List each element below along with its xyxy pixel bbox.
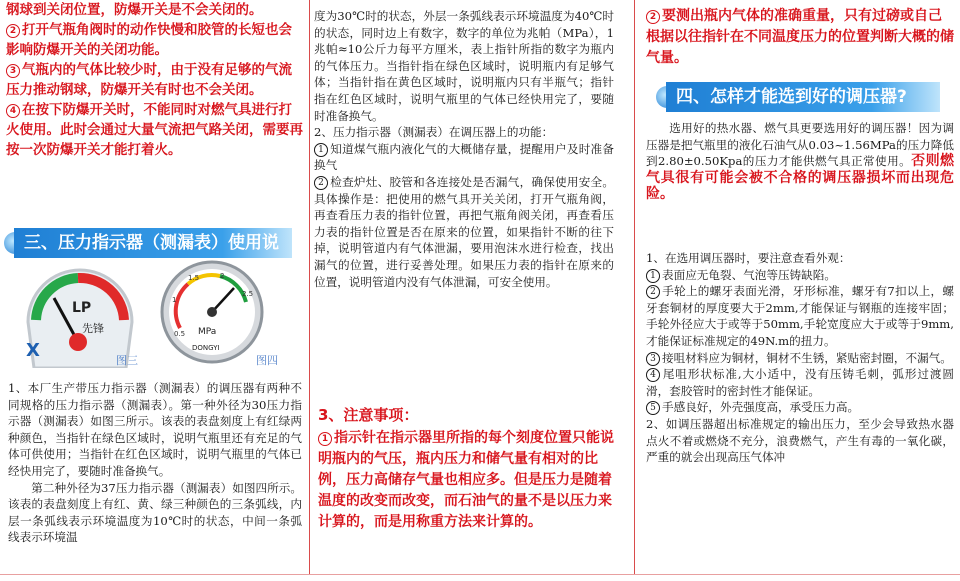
gauge-mpa-image: [158, 258, 266, 366]
bottom-rule: [0, 574, 960, 575]
section-banner-3: 三、压力指示器（测漏表）使用说明: [14, 228, 292, 258]
gauge4-unit-label: MPa: [198, 327, 217, 337]
red-note-2: 2 打开气瓶角阀时的动作快慢和胶管的长短也会影响防爆开关的关闭功能。: [6, 22, 292, 58]
gauge3-lp-label: LP: [72, 300, 92, 316]
column-divider-1: [309, 0, 310, 575]
red-note-4: 4 在按下防爆开关时，不能同时对燃气具进行打火使用。此时会通过大量气流把气路关闭，需要再按一次防爆开关才能打着火。: [6, 102, 303, 158]
check-item-0: 1、在选用调压器时，要注意查看外观：: [646, 251, 851, 265]
indicator-para-1: 1、本厂生产带压力指示器（测漏表）的调压器有两种不同规格的压力指示器（测漏表）。第一种外径为30压力指示器（测漏表）如图三所示。该表的表盘刻度上有红绿两种颜色，当指针在绿色区域时，说明气瓶里还有充足的气体可供使用；当指针在红色区域时，说明气瓶里的气体已经快用完了，要随时准备换气。: [8, 381, 302, 478]
gauge4-tick-2: 1.5: [188, 274, 200, 282]
red-note-0: 钢球到关闭位置，防爆开关是不会关闭的。: [6, 2, 263, 18]
svg-text:X: X: [26, 340, 40, 361]
indicator-function-text: [314, 8, 614, 290]
intro-text: 选用好的热水器、燃气具更要选用好的调压器！因为调压器是把气瓶里的液化石油气从0.03~1.56MPa的压力降低到2.80±0.50Kpa的压力才能供燃气具正常使用。否则燃气具很有可能会被不合格的调压器损坏而出现危险。: [646, 121, 955, 203]
explosion-proof-notes: [6, 0, 304, 160]
indicator-description: [8, 380, 302, 546]
check-item-1: 1 表面应无龟裂、气泡等压铸缺陷。: [646, 267, 954, 284]
check-item-6: 2、如调压器超出标准规定的输出压力，至少会导致热水器点火不着或燃烧不充分，浪费燃气，产生有毒的一氧化碳，严重的就会出现高压气体冲: [646, 416, 954, 465]
gauge4-tick-0: 0.5: [174, 330, 186, 338]
check-item-2: 2 手轮上的螺牙表面光滑，牙形标准，螺牙有7扣以上，螺牙套铜材的厚度要大于2mm,才能保证与钢瓶的连接牢固；手轮外径应大于或等于50mm,手轮宽度应大于或等于9mm,才能保证标准规定的49N.m的扭力。: [646, 284, 954, 348]
section-banner-4: 四、怎样才能选到好的调压器?: [666, 82, 940, 112]
mid-para-1: 2、压力指示器（测漏表）在调压器上的功能：: [314, 125, 554, 140]
gauge4-tick-3: 2: [220, 272, 225, 280]
mid-para-2: 1 知道煤气瓶内液化气的大概储存量，提醒用户及时准备换气: [314, 141, 614, 173]
notes-heading: 3、注意事项：: [318, 406, 419, 424]
regulator-intro: [646, 120, 954, 203]
red-note-3: 3 气瓶内的气体比较少时，由于没有足够的气流压力推动钢球，防爆开关有时也不会关闭。: [6, 62, 292, 98]
gauge4-tick-4: 2.5: [242, 290, 254, 298]
column-divider-2: [634, 0, 635, 575]
check-item-4: 4 尾咀形状标准,大小适中，没有压铸毛刺，弧形过渡圆滑，套胶管时的密封性才能保证。: [646, 367, 954, 398]
gauge4-brand-label: DONGYI: [192, 344, 220, 352]
selection-checklist: [646, 250, 954, 466]
gauge4-tick-1: 1: [172, 296, 177, 304]
weight-note: 2 要测出瓶内气体的准确重量，只有过磅或自己根据以往指针在不同温度压力的位置判断大概的储气量。: [646, 8, 954, 66]
check-item-5: 5 手感良好，外壳强度高，承受压力高。: [646, 399, 954, 416]
gauge4-caption: 图四: [256, 354, 278, 367]
gauge3-brand-label: 先锋: [82, 322, 104, 335]
notes-item-1: 1 指示针在指示器里所指的每个刻度位置只能说明瓶内的气压，瓶内压力和储气量有相对的比例，压力高储存气量也相应多。但是压力是随着温度的改变而改变，而石油气的量不是以压力来计算的，而是用称重方法来计算的。: [318, 430, 614, 530]
indicator-para-2: 第二种外径为37压力指示器（测漏表）如图四所示。该表的表盘刻度上有红、黄、绿三种颜色的三条弧线，内层一条弧线表示环境温度为10℃时的状态，中间一条弧线表示环境温: [8, 480, 302, 545]
mid-para-0: 度为30℃时的状态，外层一条弧线表示环境温度为40℃时的状态，同时边上有数字，数字的单位为兆帕（MPa），1兆帕≈10公斤力每平方厘米，表上指针所指的数字为瓶内的气体压力。当指针指在绿色区域时，说明瓶内有足够气体；当指针指在黄色区域时，说明瓶内只有半瓶气；指针指在红色区域时，说明气瓶里的气体已经快用完了，要随时准备换气。: [314, 9, 614, 123]
check-item-3: 3 接咀材料应为铜材，铜材不生锈，紧贴密封圈，不漏气。: [646, 350, 954, 367]
gauge3-caption: 图三: [116, 354, 138, 367]
mid-para-3: 2 检查炉灶、胶管和各连接处是否漏气，确保使用安全。具体操作是：把使用的燃气具开关关闭，打开气瓶角阀，再查看压力表的指针位置，再把气瓶角阀关闭，再查看压力表的指针位置是否在原来的位置，如果指针不断的往下掉，说明管道内有气体泄漏，要用泡沫水进行检查，找出漏气的位置，进行妥善处理。如果压力表的指针在原来的位置，说明管道内没有气体泄漏，可安全使用。: [314, 174, 614, 289]
intro-warning: 否则燃气具很有可能会被不合格的调压器损坏而出现危险。: [646, 153, 955, 203]
